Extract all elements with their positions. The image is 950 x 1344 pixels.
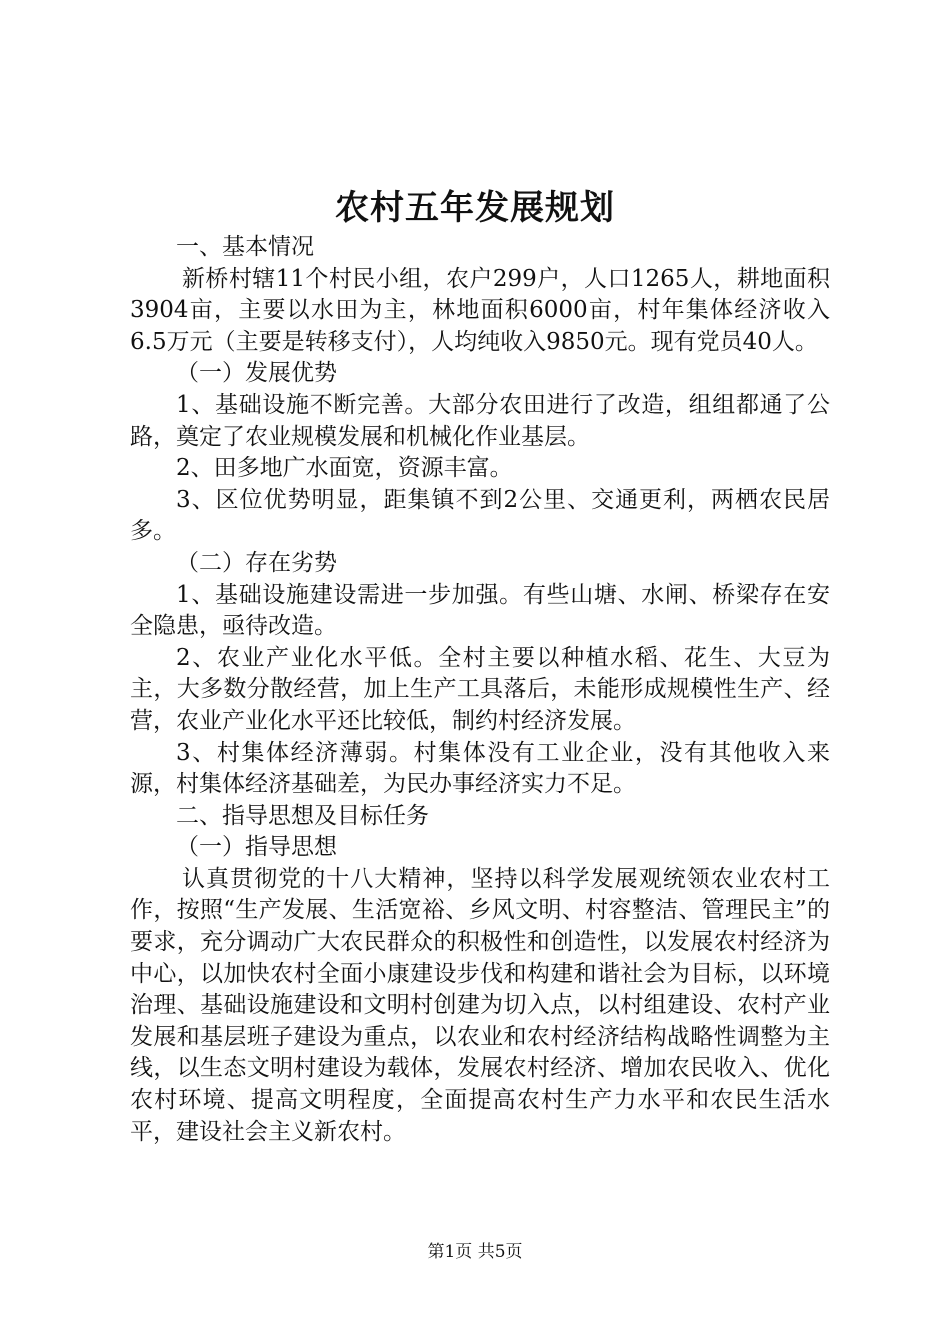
subsection-heading: （一）指导思想 xyxy=(176,834,337,861)
section-heading: 一、基本情况 xyxy=(176,234,314,260)
page-footer: 第1页 共5页 xyxy=(427,1242,523,1262)
list-item: 2、田多地广水面宽，资源丰富。 xyxy=(176,455,513,482)
page-title: 农村五年发展规划 xyxy=(335,188,615,228)
subsection-heading: （一）发展优势 xyxy=(176,360,337,387)
section-heading: 二、指导思想及目标任务 xyxy=(176,802,429,829)
list-item: 1、基础设施建设需进一步加强。有些山塘、水闸、桥梁存在安全隐患，亟待改造。 xyxy=(130,581,830,640)
subsection-heading: （二）存在劣势 xyxy=(176,549,337,576)
body-paragraph: 认真贯彻党的十八大精神，坚持以科学发展观统领农业农村工作，按照“生产发展、生活宽裕、乡风文明、村容整洁、管理民主”的要求，充分调动广大农民群众的积极性和创造性，以发展农村经济为中心，以加快农村全面小康建设步伐和构建和谐社会为目标，以环境治理、基础设施建设和文明村创建为切入点，以村组建设、农村产业发展和基层班子建设为重点，以农业和农村经济结构战略性调整为主线，以生态文明村建设为载体，发展农村经济、增加农民收入、优化农村环境、提高文明程度，全面提高农村生产力水平和农民生活水平，建设社会主义新农村。 xyxy=(130,865,830,1145)
list-item: 3、区位优势明显，距集镇不到2公里、交通更利，两栖农民居多。 xyxy=(130,486,830,545)
list-item: 3、村集体经济薄弱。村集体没有工业企业，没有其他收入来源，村集体经济基础差，为民办事经济实力不足。 xyxy=(130,739,830,798)
body-paragraph: 新桥村辖11个村民小组，农户299户，人口1265人，耕地面积3904亩，主要以水田为主，林地面积6000亩，村年集体经济收入6.5万元（主要是转移支付），人均纯收入9850元。现有党员40人。 xyxy=(130,265,830,355)
list-item: 2、农业产业化水平低。全村主要以种植水稻、花生、大豆为主，大多数分散经营，加上生产工具落后，未能形成规模性生产、经营，农业产业化水平还比较低，制约村经济发展。 xyxy=(130,644,830,734)
list-item: 1、基础设施不断完善。大部分农田进行了改造，组组都通了公路，奠定了农业规模发展和机械化作业基层。 xyxy=(130,391,830,450)
document-body xyxy=(130,232,830,1148)
